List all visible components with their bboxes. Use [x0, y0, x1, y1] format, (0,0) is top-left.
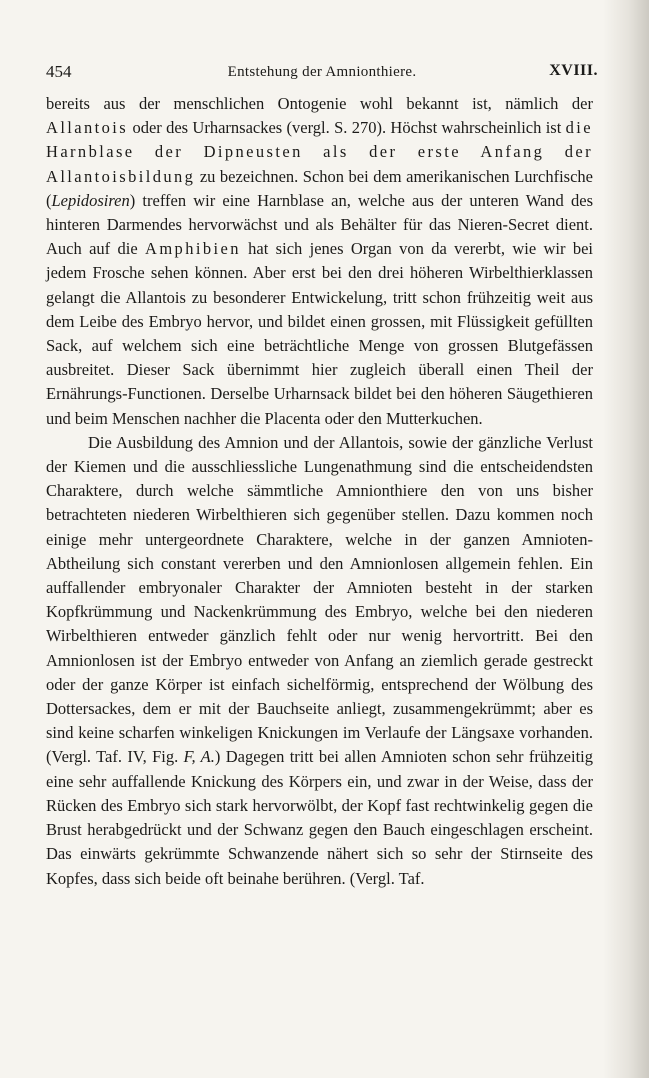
page-edge-shadow: [603, 0, 649, 1078]
italic-figure-ref: F, A.: [183, 747, 215, 767]
body-text: [46, 92, 593, 891]
text-run: hat sich jenes Organ von da vererbt, wie wir bei jedem Frosche sehen können. Aber erst bei den drei höheren Wirbelthierklassen gelangt die Allantois zu besonderer Entwickelung, tritt schon frühzeitig weit aus dem Leibe des Embryo hervor, und bildet einen grossen, mit Flüssigkeit gefüllten Sack, auf welchem sich eine beträchtliche Menge von grossen Blutgefässen ausbreitet. Dieser Sack übernimmt hier zugleich überall einen Theil der Ernährungs-Functionen. Derselbe Urharnsack bildet bei den höheren Säugethieren und beim Menschen nachher die Placenta oder den Mutterkuchen.: [46, 239, 593, 428]
text-run: ) Dagegen tritt bei allen Amnioten schon sehr frühzeitig eine sehr auffallende Knickung des Körpers ein, und zwar in der Weise, dass der Rücken des Embryo sich stark hervorwölbt, der Kopf fast rechtwinkelig gegen die Brust herabgedrückt und der Schwanz gegen den Bauch eingeschlagen erscheint. Das einwärts gekrümmte Schwanzende nähert sich so sehr der Stirnseite des Kopfes, dass sich beide oft beinahe berühren. (Vergl. Taf.: [46, 747, 593, 888]
spaced-term-allantois: Allantois: [46, 118, 129, 138]
page-number: 454: [46, 62, 72, 81]
text-run: ) treffen wir eine Harnblase an, welche aus der unteren Wand des hinteren Darmendes hervorwächst und als Behälter für das Nieren-Secret dient. Auch auf die: [46, 190, 593, 259]
text-run: Die Ausbildung des Amnion und der Allantois, sowie der gänzliche Verlust der Kiemen und die ausschliessliche Lungenathmung sind die entscheidendsten Charaktere, durch welche sämmtliche Amnionthiere den von uns bisher betrachteten niederen Wirbelthieren sich gegenüber stellen. Dazu kommen noch einige mehr untergeordnete Charaktere, welche in der ganzen Amnioten-Abtheilung sich constant vererben und den Amnionlosen allgemein fehlen. Ein auffallender embryonaler Charakter der Amnioten besteht in der starken Kopfkrümmung und Nackenkrümmung des Embryo, welche bei den niederen Wirbelthieren entweder gänzlich fehlt oder nur wenig hervortritt. Bei den Amnionlosen ist der Embryo entweder von Anfang an ziemlich gerade gestreckt oder der ganze Körper ist einfach sichelförmig, entsprechend der Wölbung des Dottersackes, dem er mit der Bauchseite anliegt, zusammengekrümmt; aber es sind keine scharfen winkeligen Knickungen im Verlaufe der Längsaxe vorhanden. (Vergl. Taf. IV, Fig.: [46, 432, 593, 767]
text-run: bereits aus der menschlichen Ontogenie wohl bekannt ist, nämlich der: [46, 94, 593, 113]
running-title: Entstehung der Amnionthiere.: [227, 64, 417, 80]
text-run: oder des Urharnsackes (vergl. S. 270). Höchst wahrscheinlich ist: [128, 118, 566, 138]
spaced-term-harnblase: die Harnblase der Dipneusten als der erste Anfang der Allantoisbildung: [46, 118, 593, 186]
italic-term-lepidosiren: Lepidosiren: [51, 190, 130, 210]
spaced-term-amphibien: Amphibien: [145, 239, 241, 259]
paragraph-2: [46, 431, 593, 891]
text-run: zu bezeichnen. Schon bei dem amerikanischen Lurchfische (: [46, 166, 593, 210]
paragraph-1: [46, 92, 593, 431]
page-header: [46, 60, 598, 88]
chapter-number: XVIII.: [549, 62, 598, 79]
